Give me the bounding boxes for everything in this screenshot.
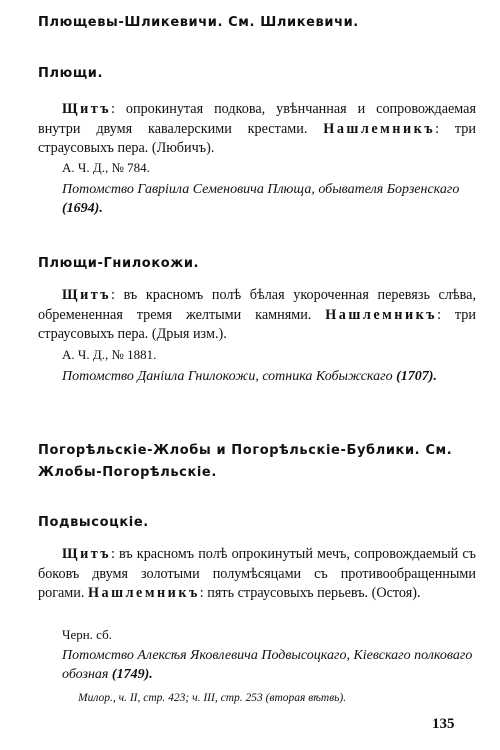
helmet-label: Нашлемникъ [87,585,200,601]
lineage-text: Потомство Гавріила Семеновича Плюща, обывателя Борзенскаго [62,182,460,197]
archive-reference: А. Ч. Д., № 1881. [62,347,157,362]
lineage-note [62,367,476,386]
shield-label: Щитъ [62,101,111,117]
archive-reference: А. Ч. Д., № 784. [62,160,150,175]
shield-text: : опрокинутая подкова, увѣнчанная и сопровождаемая внутри двумя кавалерскими крестами. [38,101,476,137]
lineage-note [62,180,476,218]
lineage-text: Потомство Данiила Гнилокожи, сотника Кобыжскаго [62,369,397,384]
coat-of-arms-description [38,100,476,159]
archive-reference: Черн. сб. [62,627,112,642]
lineage-note [62,646,476,684]
shield-text: : въ красномъ полѣ опрокинутый мечъ, сопровождаемый съ боковъ двумя золотыми полумѣсяцами съ противообращенными рогами. [38,546,476,601]
shield-label: Щитъ [62,546,111,562]
helmet-label: Нашлемникъ [323,120,436,137]
helmet-text: : три страусовыхъ пера. (Дрыя изм.). [38,306,476,342]
entry-heading-podvysotskie: Подвысоцкiе. [38,515,149,530]
entry-heading-plyushchi: Плющи. [38,66,104,81]
entry-heading-pogorelskie: Погорѣльскiе-Жлобы и Погорѣльскiе-Бублики. См. Жлобы-Погорѣльскiе. [38,443,453,480]
shield-label: Щитъ [62,287,111,303]
entry-heading-plyushchevy-shlikevichi: Плющевы-Шликевичи. См. Шликевичи. [38,15,359,30]
shield-text: : въ красномъ полѣ бѣлая укороченная перевязь слѣва, обремененная тремя желтыми камнями. [38,287,476,323]
entry-heading-plyushchi-gnilokozhi: Плющи-Гнилокожи. [38,256,200,271]
coat-of-arms-description [38,286,476,345]
helmet-text: : три страусовыхъ пера. (Любичъ). [38,120,476,156]
lineage-year: (1694). [62,201,103,216]
page-number: 135 [432,716,455,732]
lineage-text: Потомство Алексѣя Яковлевича Подвысоцкаго, Кіевскаго полковаго обозная [62,648,473,682]
lineage-year: (1749). [111,667,153,682]
helmet-label: Нашлемникъ [325,306,438,323]
lineage-year: (1707). [396,369,437,384]
helmet-text: : пять страусовыхъ перьевъ. (Остоя). [199,585,421,601]
coat-of-arms-description [38,545,476,604]
source-footnote: Милор., ч. II, стр. 423; ч. III, стр. 253 (вторая вѣтвь). [78,692,347,704]
